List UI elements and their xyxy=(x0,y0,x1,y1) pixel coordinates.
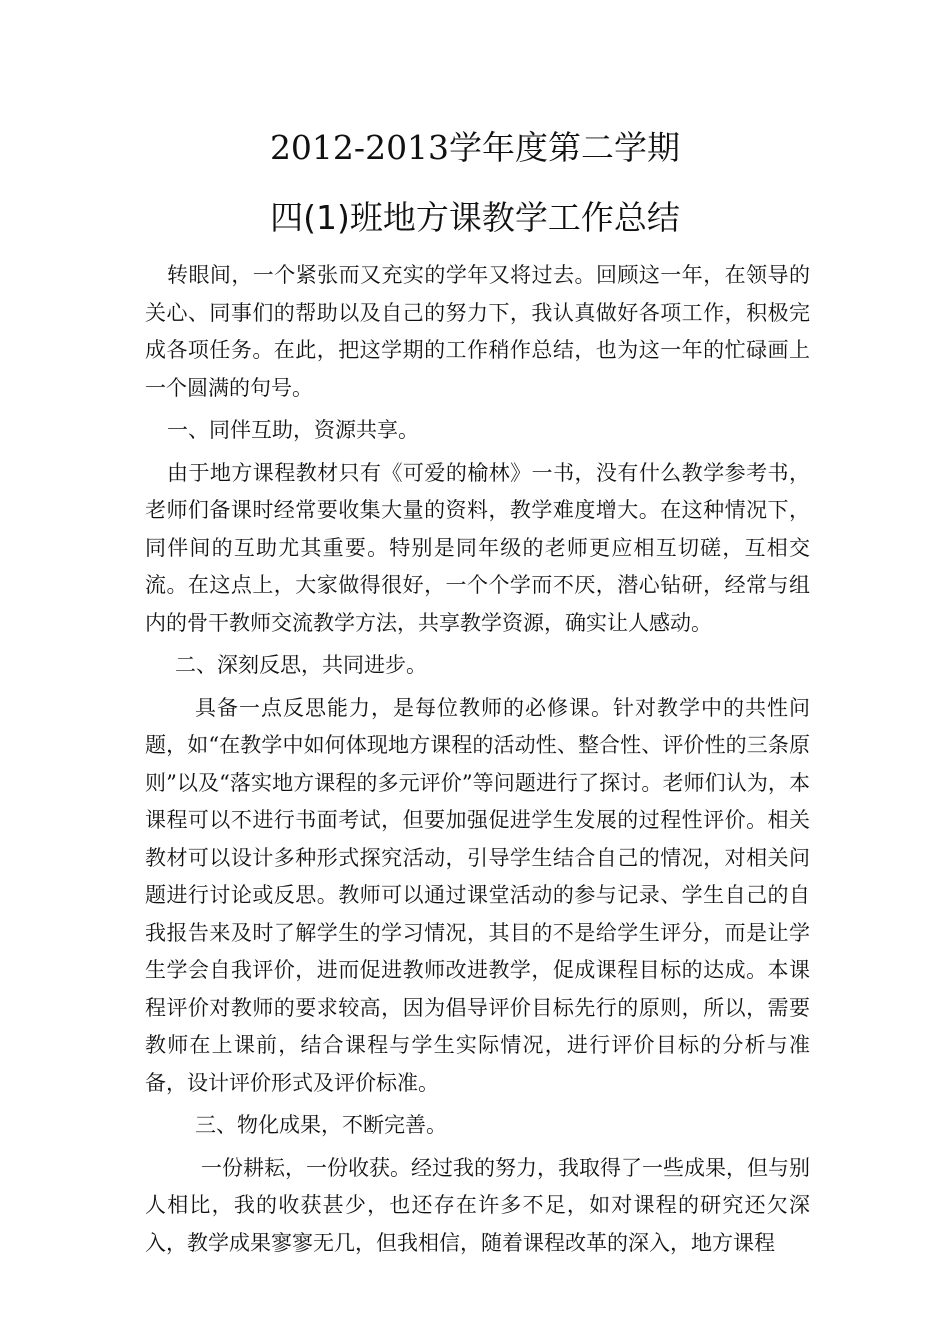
section-heading-3: 三、物化成果，不断完善。 xyxy=(195,1113,447,1137)
document-title-line1: 2012-2013学年度第二学期 xyxy=(269,128,681,167)
intro-paragraph: 转眼间，一个紧张而又充实的学年又将过去。回顾这一年，在领导的关心、同事们的帮助以及自己的努力下，我认真做好各项工作，积极完成各项任务。在此，把这学期的工作稍作总结，也为这一年的忙碌画上一个圆满的句号。 xyxy=(145,263,810,400)
section-paragraph-2: 具备一点反思能力，是每位教师的必修课。针对教学中的共性问题，如“在教学中如何体现地方课程的活动性、整合性、评价性的三条原则”以及“落实地方课程的多元评价”等问题进行了探讨。老师们认为，本课程可以不进行书面考试，但要加强促进学生发展的过程性评价。相关教材可以设计多种形式探究活动，引导学生结合自己的情况，对相关问题进行讨论或反思。教师可以通过课堂活动的参与记录、学生自己的自我报告来及时了解学生的学习情况，其目的不是给学生评分，而是让学生学会自我评价，进而促进教师改进教学，促成课程目标的达成。本课程评价对教师的要求较高，因为倡导评价目标先行的原则，所以，需要教师在上课前，结合课程与学生实际情况，进行评价目标的分析与准备，设计评价形式及评价标准。 xyxy=(145,695,810,1095)
document-title-line2: 四(1)班地方课教学工作总结 xyxy=(270,198,680,237)
section-heading-1: 一、同伴互助，资源共享。 xyxy=(167,418,419,442)
document-body xyxy=(145,257,810,1262)
section-paragraph-3: 一份耕耘，一份收获。经过我的努力，我取得了一些成果，但与别人相比，我的收获甚少，也还存在许多不足，如对课程的研究还欠深入，教学成果寥寥无几，但我相信，随着课程改革的深入，地方课程 xyxy=(145,1155,810,1255)
section-paragraph-1: 由于地方课程教材只有《可爱的榆林》一书，没有什么教学参考书，老师们备课时经常要收集大量的资料，教学难度增大。在这种情况下，同伴间的互助尤其重要。特别是同年级的老师更应相互切磋，互相交流。在这点上，大家做得很好，一个个学而不厌，潜心钻研，经常与组内的骨干教师交流教学方法，共享教学资源，确实让人感动。 xyxy=(145,460,810,635)
section-heading-2: 二、深刻反思，共同进步。 xyxy=(175,653,427,677)
